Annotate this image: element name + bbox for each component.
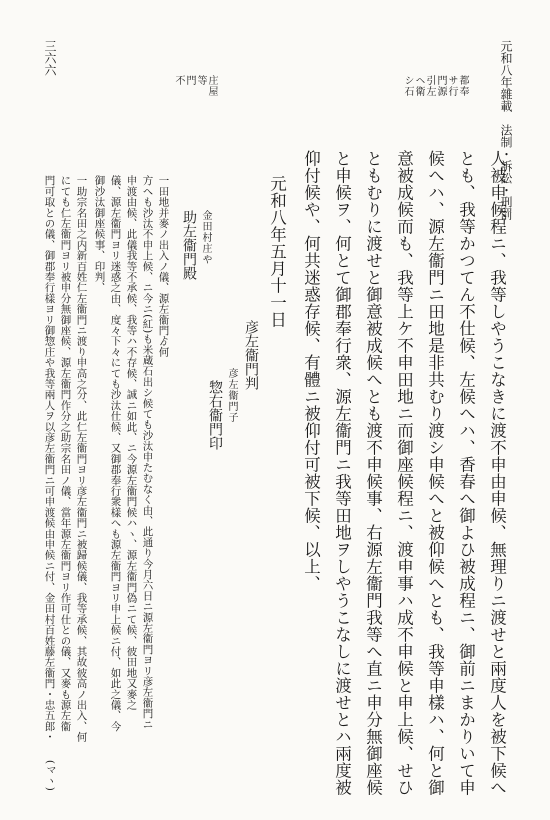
- note-line: 御沙汰御座候事、印判、: [93, 175, 106, 293]
- gloss-item: 都奉: [457, 75, 468, 97]
- gloss-item: 不: [173, 75, 184, 86]
- addressee-place: 金田村庄や: [200, 210, 211, 265]
- gloss-item: サ行: [446, 75, 457, 97]
- note-line: にても仁左衞門ヨリ被申分無御座候、源左衞門作分之助宗名田ノ儀、當年源左衞門ヨリ作可仕との儀、又麥も源左衞: [59, 175, 72, 732]
- note-line: 門可取との儀、御郡奉行樣ヨリ御惣庄や我等兩人ヲ以彦左衞門ニ可申渡候由申候ニ付、金田村百姓藤左衞門・忠五郎・: [43, 175, 56, 743]
- note-line: 儀、源左衞門ヨリ迷惑之由、度々下々にても沙汰仕候、又御郡奉行衆樣へも源左衞門ヨリ申上候ニ付、如此之儀、今: [109, 175, 122, 732]
- signature-1: 彦左衞門判: [243, 320, 259, 390]
- page-number: 三六六: [43, 40, 57, 76]
- gloss-item: 引左: [424, 75, 435, 97]
- body-line: と申候ヲ、何とて御郡奉行衆、源左衞門ニ我等田地ヲしやうこなしに渡せとハ兩度被: [332, 150, 352, 796]
- gloss-item: ヘ衛: [413, 75, 424, 97]
- signer-relation-label: 彦左衞門子: [226, 368, 237, 423]
- running-title: 元和八年雜載 法制・訴訟・刑罰: [499, 40, 513, 220]
- body-line: 人被申候程ニ、我等しやうこなきに渡不申由申候、無理りニ渡せと兩度人を被下候へ: [487, 150, 507, 796]
- body-line: とも、我等かつてん不仕候、左候へハ、香春へ御よひ被成程ニ、御前ニまかりいて申: [456, 150, 476, 796]
- gloss-item: 門源: [435, 75, 446, 97]
- body-line: 意被成候而も、我等上ケ不申田地ニ而御座候程ニ、渡申事ハ成不申候と申上候、せひ: [394, 150, 414, 796]
- addressee-name: 助左衞門殿: [181, 210, 197, 280]
- body-line: 仰付候や、何共迷惑存候、有體ニ被仰付可被下候、以上、: [301, 150, 321, 592]
- gloss-item: シ石: [402, 75, 413, 97]
- body-line: ともむりに渡せと御意被成候へとも渡不申候事、右源左衞門我等へ直ニ申分無御座候: [363, 150, 383, 796]
- note-marker: (マヽ): [44, 760, 55, 792]
- note-line: 方へも沙汰不申上候、ニ今ニ(紅)も米蔵石出シ候ても沙汰申たむなく由、此通り今月六日ニ源左衞門ヨリ彦左衞門ニ: [141, 175, 154, 730]
- note-line: 一田地并麥ノ出入ノ儀、源左衞門ゟ何: [157, 175, 170, 357]
- note-line: 申渡由候、此儀我等不承候、我等ハ不存候、誠ニ如此、ニ今源左衞門候ハヽ、源左衞門偽ニて候、彼田地又麥之: [125, 175, 138, 710]
- gloss-item: 等: [195, 75, 206, 86]
- document-date: 元和八年五月十一日: [267, 175, 287, 328]
- gloss-item: 門: [184, 75, 195, 86]
- gloss-item: 庄屋: [206, 75, 217, 97]
- signature-2: 惣右衞門印: [207, 380, 223, 450]
- note-line: 一助宗名田之内新百姓仁左衞門ニ渡り申高之分、此仁左衞門ヨリ彦左衞門ニ被歸候儀、我等承候、其故彼高ノ出入、何: [75, 175, 88, 743]
- body-line: 候へハ、源左衞門ニ田地是非共むり渡シ申候へと被仰候へとも、我等申樣ハ、何と御: [425, 150, 445, 796]
